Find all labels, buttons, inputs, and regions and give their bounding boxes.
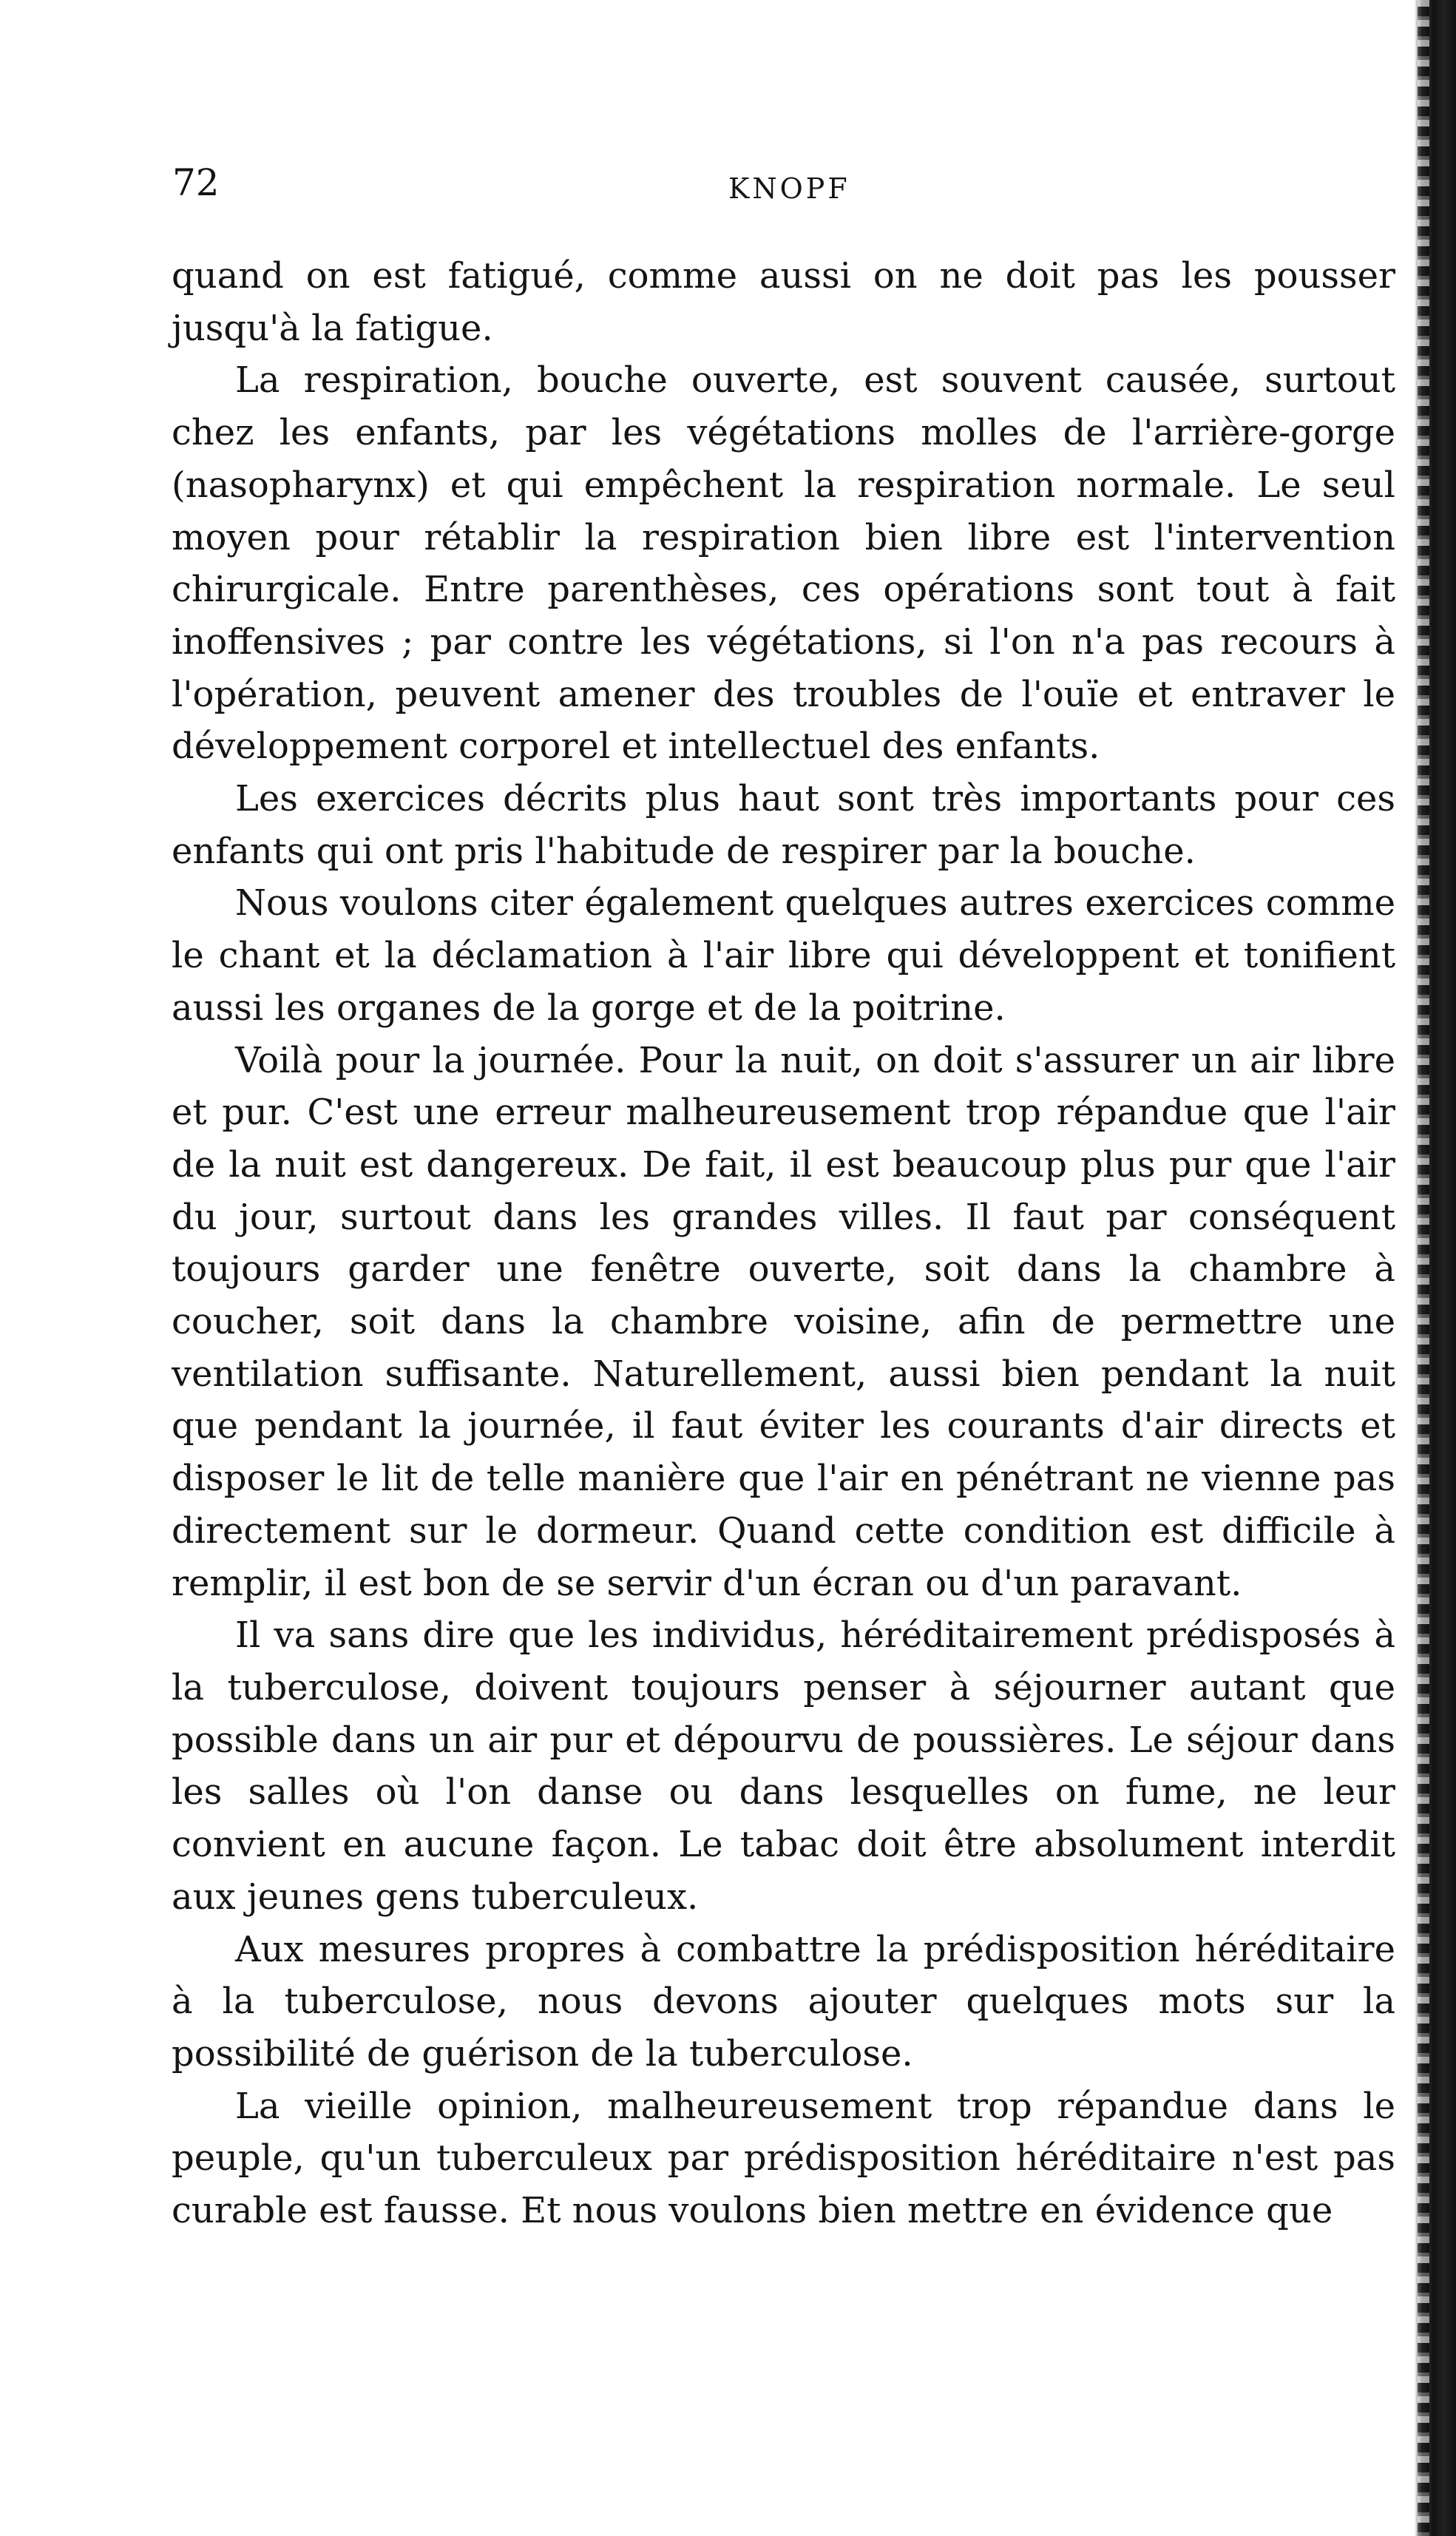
scanned-page-edge: [1415, 0, 1456, 2536]
running-title: KNOPF: [728, 172, 850, 205]
paragraph: Il va sans dire que les individus, héréditairement prédisposés à la tuberculose, doivent toujours penser à séjourner autant que possible dans un air pur et dépourvu de poussières. Le séjour dans les salles où l'on danse ou dans lesquelles on fume, ne leur convient en aucune façon. Le tabac doit être absolument interdit aux jeunes gens tuberculeux.: [172, 1614, 1395, 1918]
paragraph: La respiration, bouche ouverte, est souvent causée, surtout chez les enfants, par les végétations molles de l'arrière-gorge (nasopharynx) et qui empêchent la respiration normale. Le seul moyen pour rétablir la respiration bien libre est l'intervention chirurgicale. Entre parenthèses, ces opérations sont tout à fait inoffensives ; par contre les végétations, si l'on n'a pas recours à l'opération, peuvent amener des troubles de l'ouïe et entraver le développement corporel et intellectuel des enfants.: [172, 359, 1395, 768]
paragraph: Nous voulons citer également quelques autres exercices comme le chant et la déclamation à l'air libre qui développent et tonifient aussi les organes de la gorge et de la poitrine.: [172, 882, 1395, 1029]
paragraph: quand on est fatigué, comme aussi on ne doit pas les pousser jusqu'à la fatigue.: [172, 255, 1395, 349]
paragraph: Voilà pour la journée. Pour la nuit, on doit s'assurer un air libre et pur. C'est une erreur malheureusement trop répandue que l'air de la nuit est dangereux. De fait, il est beaucoup plus pur que l'air du jour, surtout dans les grandes villes. Il faut par conséquent toujours garder une fenêtre ouverte, soit dans la chambre à coucher, soit dans la chambre voisine, afin de permettre une ventilation suffisante. Naturellement, aussi bien pendant la nuit que pendant la journée, il faut éviter les courants d'air directs et disposer le lit de telle manière que l'air en pénétrant ne vienne pas directement sur le dormeur. Quand cette condition est difficile à remplir, il est bon de se servir d'un écran ou d'un paravant.: [172, 1039, 1395, 1604]
page-number: 72: [172, 161, 220, 204]
paragraph: Aux mesures propres à combattre la prédisposition héréditaire à la tuberculose, nous devons ajouter quelques mots sur la possibilité de guérison de la tuberculose.: [172, 1928, 1395, 2075]
paragraph: La vieille opinion, malheureusement trop répandue dans le peuple, qu'un tuberculeux par prédisposition héréditaire n'est pas curable est fausse. Et nous voulons bien mettre en évidence que: [172, 2085, 1395, 2232]
paragraph: Les exercices décrits plus haut sont très importants pour ces enfants qui ont pris l'habitude de respirer par la bouche.: [172, 778, 1395, 872]
body-text: [172, 250, 1395, 2237]
